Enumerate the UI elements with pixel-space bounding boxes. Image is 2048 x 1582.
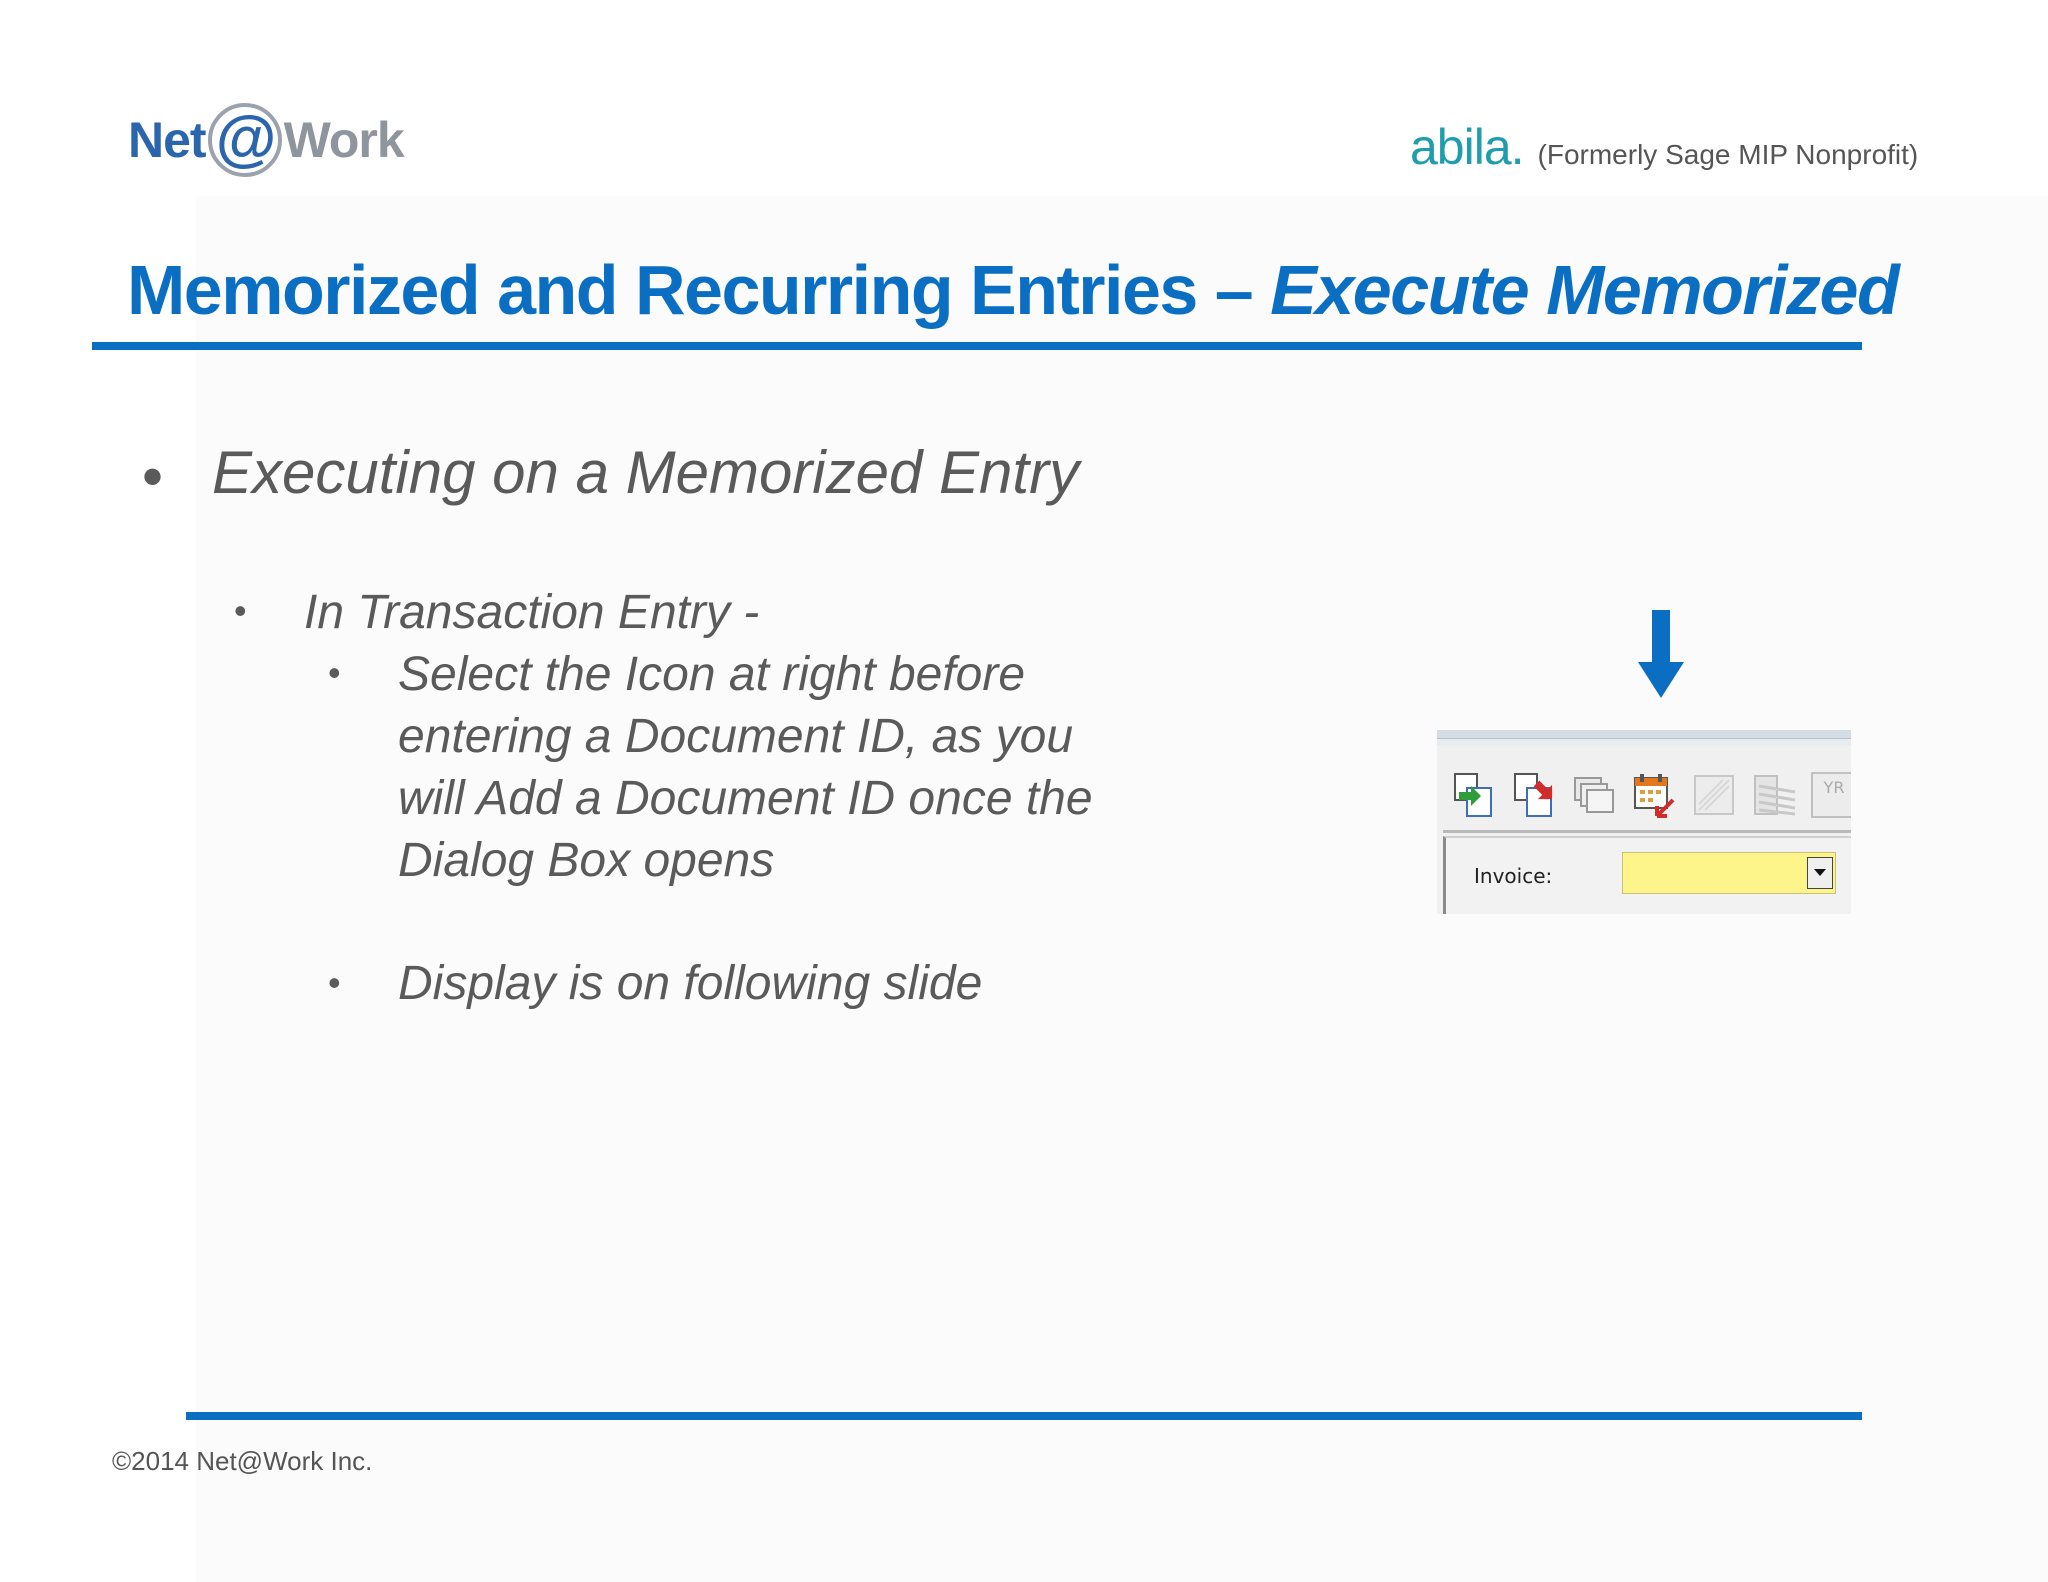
bullet-dot-level1: • — [142, 443, 164, 510]
title-rule — [92, 342, 1862, 350]
bullet-level3-line: will Add a Document ID once the — [398, 772, 1093, 825]
footer-copyright: ©2014 Net@Work Inc. — [112, 1446, 373, 1476]
logo-at-symbol: @ — [208, 103, 282, 177]
toolbar-strip-light — [1437, 739, 1851, 745]
abila-formerly: (Formerly Sage MIP Nonprofit) — [1537, 139, 1919, 170]
invoice-dropdown-button[interactable] — [1807, 857, 1833, 889]
copy-documents-icon[interactable] — [1571, 772, 1617, 818]
bullet-level3-line: Dialog Box opens — [398, 834, 775, 887]
bullet-level3-line: entering a Document ID, as you — [398, 710, 1074, 763]
bullet-level3-second: Display is on following slide — [398, 957, 983, 1010]
slide-title — [127, 250, 2027, 330]
bullet-level2: In Transaction Entry - — [304, 586, 760, 639]
invoice-panel — [1443, 836, 1851, 914]
toolbar-icons — [1451, 772, 1851, 818]
abila-brand: abila. — [1410, 119, 1524, 175]
invoice-field[interactable] — [1622, 852, 1836, 894]
title-italic: Execute Memorized — [1270, 251, 1899, 329]
toolbar-screenshot — [1437, 730, 1851, 914]
new-document-green-icon[interactable] — [1451, 772, 1497, 818]
abila-logo — [1410, 118, 1918, 178]
chevron-down-icon — [1813, 868, 1827, 878]
new-document-red-icon[interactable] — [1511, 772, 1557, 818]
bullet-level3-first — [398, 644, 1093, 892]
bullet-level3-line: Select the Icon at right before — [398, 648, 1026, 701]
bullet-dot-level3a: • — [328, 652, 341, 693]
bullet-level1: Executing on a Memorized Entry — [212, 439, 1080, 506]
title-main: Memorized and Recurring Entries – — [127, 251, 1271, 329]
disabled-yr-icon — [1811, 772, 1851, 818]
bullet-dot-level2: • — [234, 590, 247, 631]
disabled-pattern-icon — [1691, 772, 1737, 818]
logo-work-text: Work — [283, 112, 404, 168]
toolbar-separator — [1443, 830, 1851, 833]
logo-net-text: Net — [128, 112, 206, 168]
toolbar-strip — [1437, 730, 1851, 739]
invoice-label: Invoice: — [1474, 864, 1553, 888]
network-logo — [128, 100, 404, 180]
memorized-calendar-icon[interactable] — [1631, 772, 1677, 818]
bullet-dot-level3b: • — [328, 962, 341, 1003]
footer-rule — [186, 1412, 1862, 1420]
disabled-stack-icon — [1751, 772, 1797, 818]
down-arrow-icon — [1636, 610, 1686, 700]
yr-text: YR — [1823, 778, 1845, 797]
